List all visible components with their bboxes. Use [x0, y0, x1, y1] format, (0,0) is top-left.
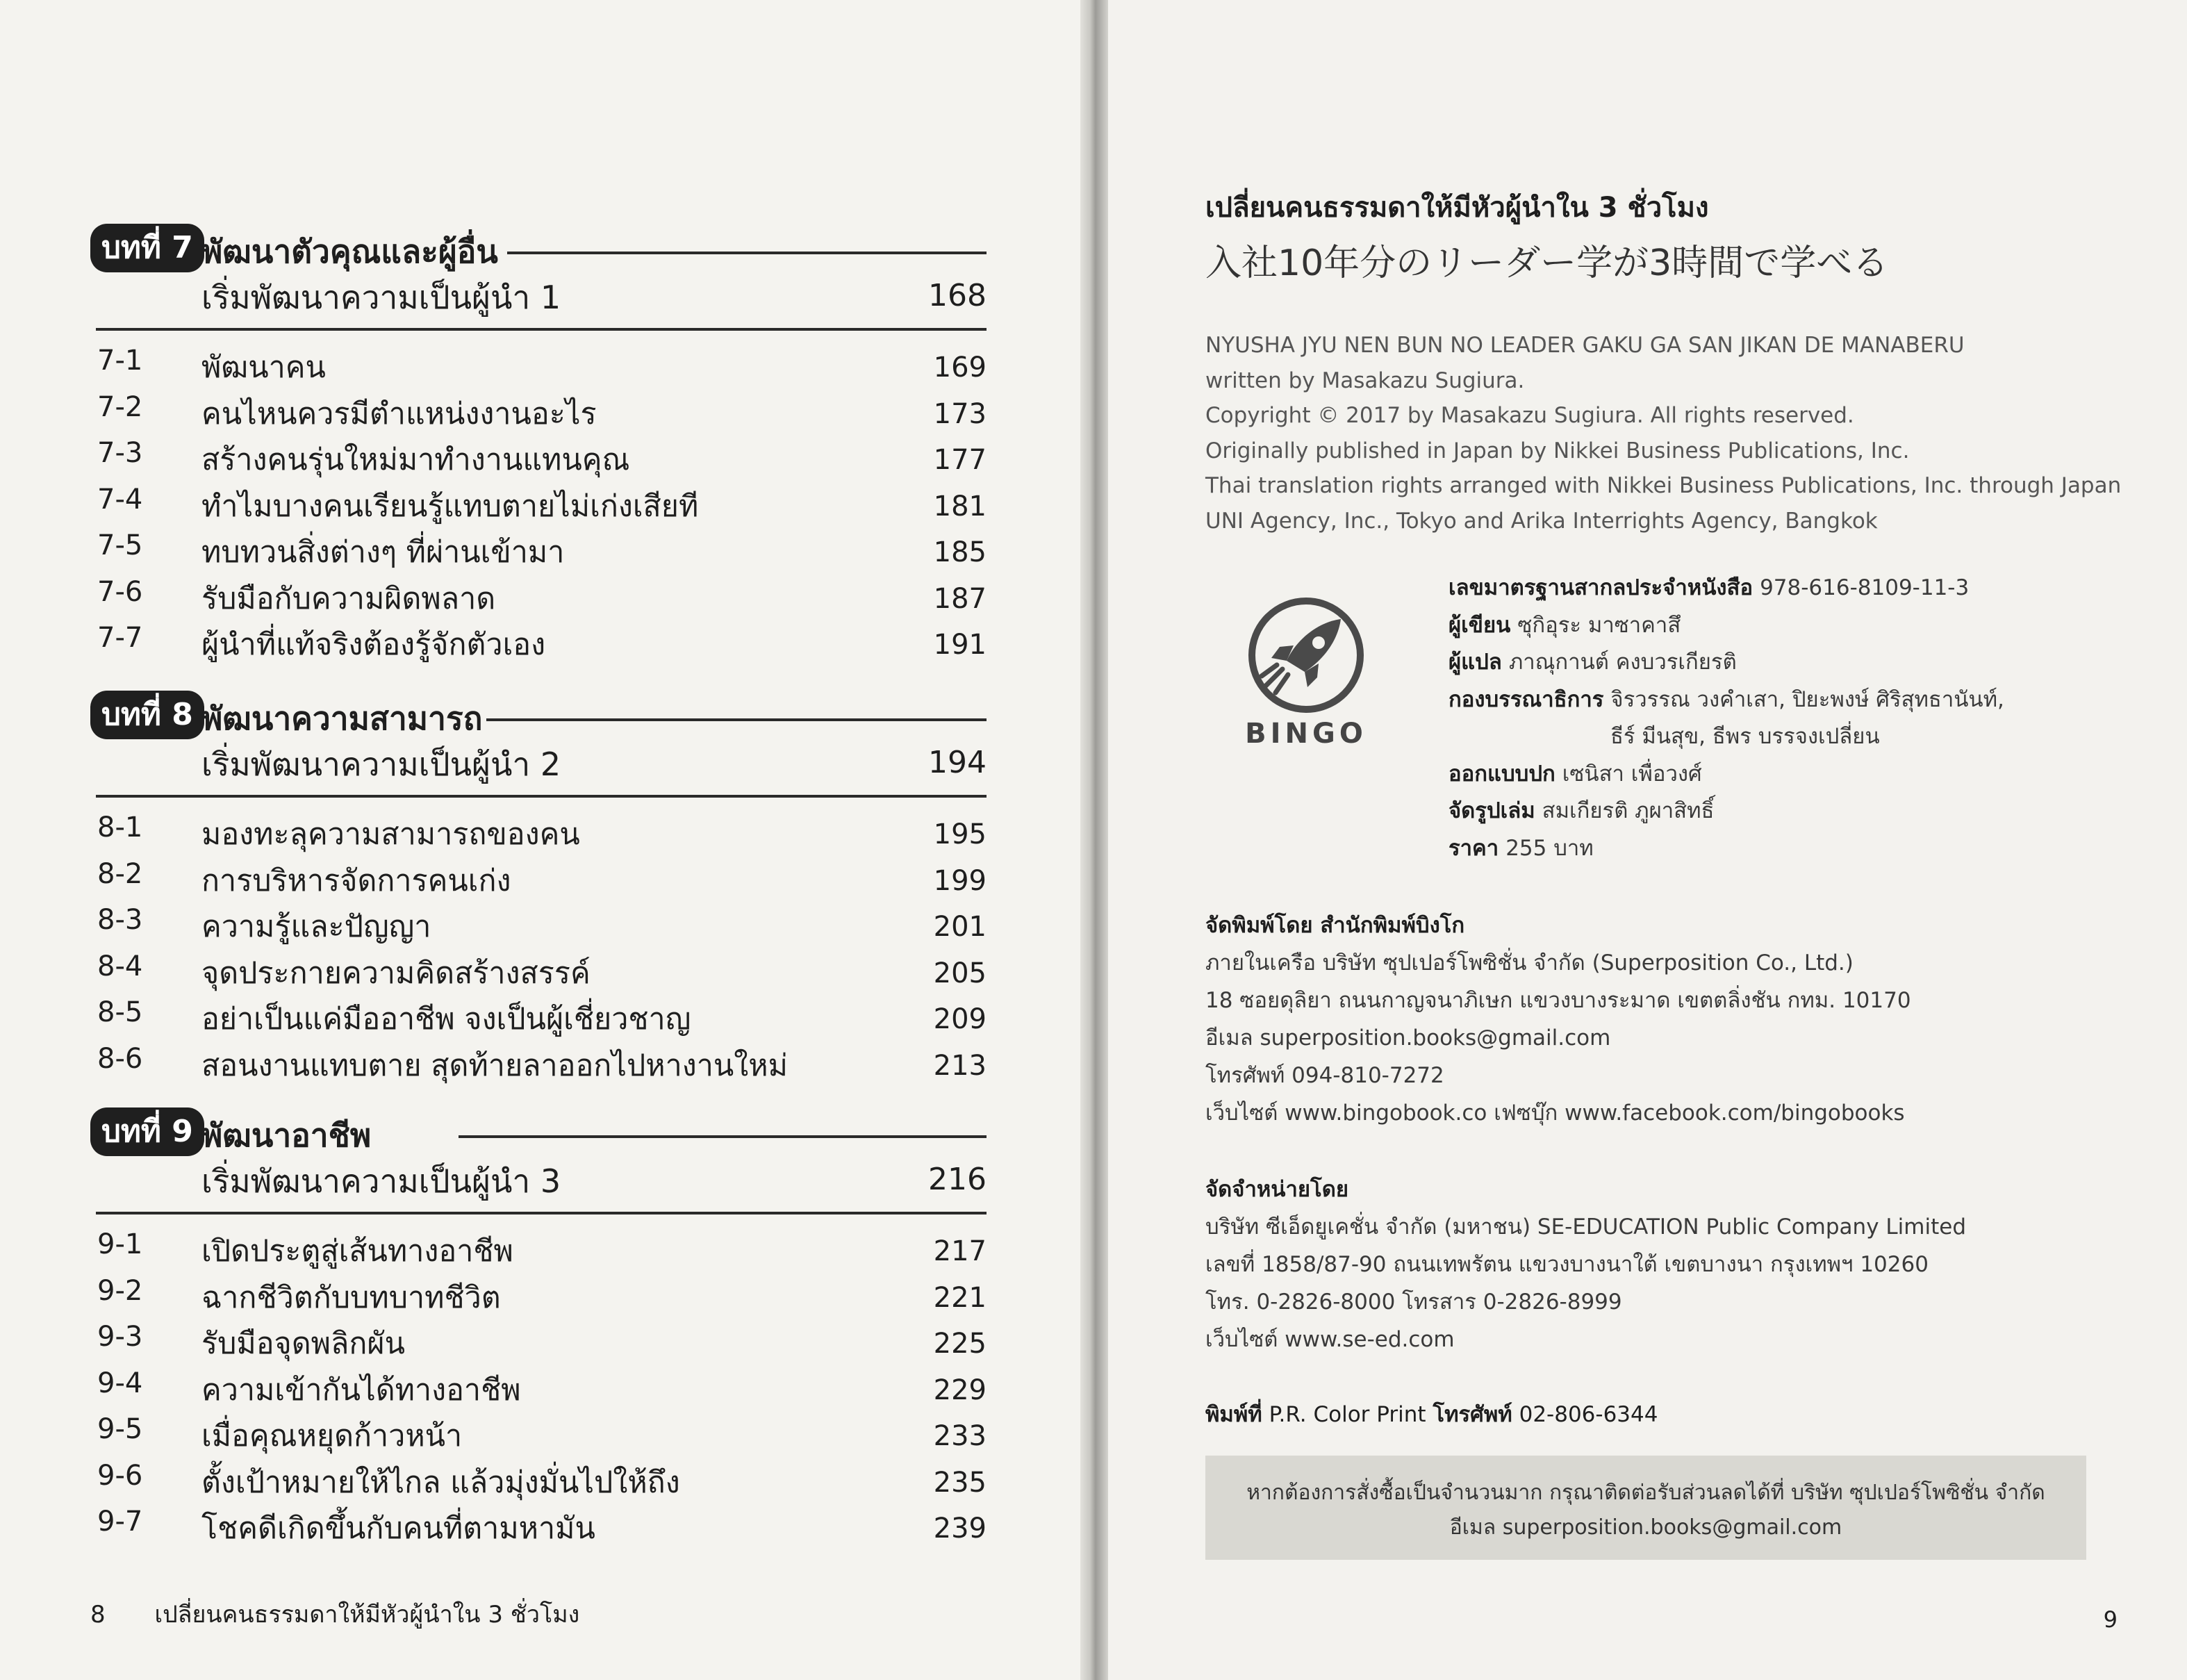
toc-page: 239 — [933, 1513, 987, 1545]
toc-title: คนไหนควรมีตำแหน่งงานอะไร — [201, 396, 597, 431]
distributor-website: เว็บไซต์ www.se-ed.com — [1205, 1327, 1455, 1352]
layout-line — [1449, 793, 2004, 830]
editors-line — [1449, 682, 2004, 719]
distributor-block — [1205, 1171, 1966, 1358]
toc-title: ฉากชีวิตกับบทบาทชีวิต — [201, 1280, 501, 1315]
toc-number: 7-3 — [97, 437, 143, 469]
translator-label: ผู้แปล — [1449, 650, 1502, 675]
toc-number: 9-6 — [97, 1459, 143, 1492]
toc-item[interactable] — [97, 1503, 987, 1549]
toc-item[interactable] — [97, 619, 987, 666]
toc-page: 199 — [933, 864, 987, 897]
toc-item[interactable] — [97, 1226, 987, 1272]
distributor-name: บริษัท ซีเอ็ดยูเคชั่น จำกัด (มหาชน) SE-EDUCATION Public Company Limited — [1205, 1214, 1966, 1240]
translator-value: ภาณุกานต์ คงบวรเกียรติ — [1508, 650, 1737, 675]
toc-title: ความเข้ากันได้ทางอาชีพ — [201, 1372, 521, 1408]
toc-page: 177 — [933, 444, 987, 476]
chapter-header — [90, 1107, 987, 1200]
toc-item[interactable] — [97, 901, 987, 948]
toc-page: 233 — [933, 1420, 987, 1452]
toc-item[interactable] — [97, 1457, 987, 1504]
chapter-page-number: 216 — [928, 1162, 987, 1197]
toc-number: 9-4 — [97, 1367, 143, 1399]
toc-list — [97, 342, 987, 666]
chapter-rule — [96, 795, 987, 798]
chapter-divider — [486, 718, 987, 721]
toc-number: 7-1 — [97, 345, 143, 377]
toc-title: รับมือจุดพลิกผัน — [201, 1326, 406, 1361]
toc-item[interactable] — [97, 1272, 987, 1319]
rocket-icon — [1237, 594, 1376, 719]
chapter-title: พัฒนาอาชีพ — [201, 1117, 372, 1154]
publisher-phone: โทรศัพท์ 094-810-7272 — [1205, 1063, 1444, 1088]
toc-number: 8-5 — [97, 996, 143, 1028]
chapter-title: พัฒนาความสามารถ — [201, 700, 483, 737]
printer-label: พิมพ์ที่ — [1205, 1402, 1262, 1427]
cover-value: เซนิสา เพื่อวงศ์ — [1562, 761, 1702, 787]
toc-number: 9-7 — [97, 1506, 143, 1538]
toc-list — [97, 809, 987, 1086]
toc-page: 225 — [933, 1328, 987, 1360]
chapter-page-number: 194 — [928, 745, 987, 780]
toc-title: ตั้งเป้าหมายให้ไกล แล้วมุ่งมั่นไปให้ถึง — [201, 1465, 680, 1500]
author-label: ผู้เขียน — [1449, 612, 1511, 638]
logo-text: BINGO — [1245, 718, 1367, 750]
toc-page: 169 — [933, 352, 987, 384]
toc-item[interactable] — [97, 809, 987, 855]
toc-page: 221 — [933, 1281, 987, 1314]
toc-title: รับมือกับความผิดพลาด — [201, 581, 496, 616]
toc-page: 205 — [933, 957, 987, 989]
copyright-line: Thai translation rights arranged with Nikkei Business Publications, Inc. through Japan — [1205, 473, 2122, 498]
toc-page: 185 — [933, 536, 987, 568]
author-line — [1449, 607, 2004, 645]
toc-title: สอนงานแทบตาย สุดท้ายลาออกไปหางานใหม่ — [201, 1048, 788, 1083]
chapter-badge: บทที่ 9 — [90, 1107, 204, 1156]
toc-title: มองทะลุความสามารถของคน — [201, 817, 580, 852]
chapter-badge: บทที่ 7 — [90, 224, 204, 272]
page-number: 9 — [2103, 1606, 2118, 1633]
toc-item[interactable] — [97, 994, 987, 1040]
toc-title: พัฒนาคน — [201, 350, 326, 385]
bingo-logo — [1237, 594, 1376, 754]
toc-item[interactable] — [97, 481, 987, 527]
chapter-rule — [96, 328, 987, 331]
toc-page: 187 — [933, 582, 987, 615]
notice-text: หากต้องการสั่งซื้อเป็นจำนวนมาก กรุณาติดต่อรับส่วนลดได้ที่ บริษัท ซุปเปอร์โพซิชั่น จำกัด — [1246, 1481, 2045, 1505]
price-label: ราคา — [1449, 835, 1499, 861]
editors-line-2: ธีร์ มีนสุข, ธีพร บรรจงเปลี่ยน — [1610, 724, 1880, 749]
toc-page: 181 — [933, 490, 987, 522]
chapter-7 — [90, 224, 987, 662]
toc-item[interactable] — [97, 342, 987, 388]
copyright-block — [1205, 328, 2121, 538]
chapter-subtitle: เริ่มพัฒนาความเป็นผู้นำ 3 — [201, 1162, 561, 1200]
copyright-line: Copyright © 2017 by Masakazu Sugiura. All rights reserved. — [1205, 403, 1854, 428]
bulk-order-notice — [1205, 1456, 2086, 1560]
toc-item[interactable] — [97, 1410, 987, 1457]
toc-title: เปิดประตูสู่เส้นทางอาชีพ — [201, 1234, 513, 1269]
toc-item[interactable] — [97, 388, 987, 435]
toc-item[interactable] — [97, 1040, 987, 1087]
toc-title: การบริหารจัดการคนเก่ง — [201, 863, 511, 898]
toc-title: โชคดีเกิดขึ้นกับคนที่ตามหามัน — [201, 1511, 595, 1546]
author-value: ซุกิอุระ มาซาคาสึ — [1517, 612, 1681, 638]
toc-number: 8-4 — [97, 950, 143, 982]
toc-number: 9-3 — [97, 1321, 143, 1353]
toc-number: 8-6 — [97, 1042, 143, 1075]
chapter-rule — [96, 1212, 987, 1214]
toc-item[interactable] — [97, 434, 987, 481]
toc-page: 195 — [933, 818, 987, 850]
toc-number: 7-7 — [97, 622, 143, 654]
toc-title: ทบทวนสิ่งต่างๆ ที่ผ่านเข้ามา — [201, 535, 565, 570]
publisher-website: เว็บไซต์ www.bingobook.co เฟซบุ๊ก www.facebook.com/bingobooks — [1205, 1101, 1905, 1126]
editors-label: กองบรรณาธิการ — [1449, 686, 1604, 712]
chapter-subtitle: เริ่มพัฒนาความเป็นผู้นำ 2 — [201, 746, 561, 783]
toc-title: ทำไมบางคนเรียนรู้แทบตายไม่เก่งเสียที — [201, 488, 699, 524]
toc-item[interactable] — [97, 1318, 987, 1365]
right-page — [1108, 0, 2187, 1680]
chapter-title: พัฒนาตัวคุณและผู้อื่น — [201, 233, 498, 270]
isbn-line — [1449, 570, 2004, 607]
copyright-line: UNI Agency, Inc., Tokyo and Arika Interrights Agency, Bangkok — [1205, 508, 1878, 534]
copyright-line: Originally published in Japan by Nikkei Business Publications, Inc. — [1205, 438, 1910, 463]
chapter-divider — [507, 252, 987, 254]
toc-number: 7-5 — [97, 529, 143, 561]
cover-label: ออกแบบปก — [1449, 761, 1555, 787]
toc-item[interactable] — [97, 855, 987, 902]
isbn-value: 978-616-8109-11-3 — [1760, 575, 1970, 600]
printer-name: P.R. Color Print — [1269, 1402, 1426, 1427]
publisher-block — [1205, 907, 1911, 1132]
copyright-line: NYUSHA JYU NEN BUN NO LEADER GAKU GA SAN JIKAN DE MANABERU — [1205, 333, 1965, 358]
distributor-phone: โทร. 0-2826-8000 โทรสาร 0-2826-8999 — [1205, 1290, 1622, 1315]
chapter-page-number: 168 — [928, 278, 987, 313]
toc-title: ผู้นำที่แท้จริงต้องรู้จักตัวเอง — [201, 627, 546, 662]
credits-block — [1449, 570, 2004, 867]
running-title: เปลี่ยนคนธรรมดาให้มีหัวผู้นำใน 3 ชั่วโมง — [154, 1601, 580, 1629]
notice-email: อีเมล superposition.books@gmail.com — [1449, 1515, 1842, 1540]
cover-line — [1449, 756, 2004, 793]
chapter-8 — [90, 691, 987, 1083]
left-page — [0, 0, 1080, 1680]
copyright-line: written by Masakazu Sugiura. — [1205, 368, 1525, 393]
chapter-9 — [90, 1107, 987, 1546]
printer-phone-label: โทรศัพท์ — [1433, 1402, 1512, 1427]
toc-title: เมื่อคุณหยุดก้าวหน้า — [201, 1419, 463, 1453]
toc-page: 235 — [933, 1466, 987, 1499]
price-line — [1449, 830, 2004, 868]
book-title-japanese: 入社10年分のリーダー学が3時間で学べる — [1205, 242, 1889, 284]
left-page-footer — [90, 1595, 579, 1633]
printer-line — [1205, 1397, 1658, 1431]
toc-title: ความรู้และปัญญา — [201, 909, 431, 944]
toc-page: 217 — [933, 1235, 987, 1267]
page-number: 8 — [90, 1601, 106, 1629]
publisher-line: ภายในเครือ บริษัท ซุปเปอร์โพซิชั่น จำกัด (Superposition Co., Ltd.) — [1205, 950, 1854, 975]
publisher-heading: จัดพิมพ์โดย สำนักพิมพ์บิงโก — [1205, 913, 1465, 938]
toc-item[interactable] — [97, 1365, 987, 1411]
chapter-subtitle: เริ่มพัฒนาความเป็นผู้นำ 1 — [201, 279, 561, 316]
toc-title: จุดประกายความคิดสร้างสรรค์ — [201, 955, 591, 991]
toc-number: 7-4 — [97, 483, 143, 516]
toc-item[interactable] — [97, 573, 987, 620]
toc-item[interactable] — [97, 948, 987, 994]
toc-number: 8-2 — [97, 857, 143, 890]
editors-value: จิรวรรณ วงคำเสา, ปิยะพงษ์ ศิริสุทธานันท์, — [1610, 686, 2004, 712]
toc-page: 213 — [933, 1049, 987, 1082]
isbn-label: เลขมาตรฐานสากลประจำหนังสือ — [1449, 575, 1753, 600]
distributor-address: เลขที่ 1858/87-90 ถนนเทพรัตน แขวงบางนาใต้ เขตบางนา กรุงเทพฯ 10260 — [1205, 1252, 1929, 1277]
translator-line — [1449, 644, 2004, 682]
toc-number: 8-3 — [97, 904, 143, 936]
toc-title: สร้างคนรุ่นใหม่มาทำงานแทนคุณ — [201, 443, 630, 477]
toc-number: 9-2 — [97, 1274, 143, 1307]
toc-number: 9-5 — [97, 1413, 143, 1445]
chapter-header — [90, 224, 987, 316]
toc-number: 7-2 — [97, 390, 143, 423]
distributor-heading: จัดจำหน่ายโดย — [1205, 1177, 1349, 1202]
toc-item[interactable] — [97, 527, 987, 573]
toc-page: 229 — [933, 1374, 987, 1406]
toc-page: 173 — [933, 397, 987, 430]
price-value: 255 บาท — [1505, 835, 1594, 861]
layout-value: สมเกียรติ ภูผาสิทธิ์ — [1542, 798, 1715, 823]
toc-page: 191 — [933, 629, 987, 661]
toc-number: 9-1 — [97, 1228, 143, 1260]
toc-number: 7-6 — [97, 575, 143, 608]
publisher-address: 18 ซอยดุลิยา ถนนกาญจนาภิเษก แขวงบางระมาด เขตตลิ่งชัน กทม. 10170 — [1205, 988, 1911, 1013]
publisher-email: อีเมล superposition.books@gmail.com — [1205, 1026, 1611, 1051]
toc-title: อย่าเป็นแค่มืออาชีพ จงเป็นผู้เชี่ยวชาญ — [201, 1002, 691, 1037]
printer-phone: 02-806-6344 — [1519, 1402, 1658, 1427]
chapter-divider — [459, 1135, 987, 1138]
toc-number: 8-1 — [97, 812, 143, 843]
layout-label: จัดรูปเล่ม — [1449, 798, 1535, 823]
toc-page: 201 — [933, 911, 987, 943]
toc-page: 209 — [933, 1003, 987, 1035]
book-title-thai: เปลี่ยนคนธรรมดาให้มีหัวผู้นำใน 3 ชั่วโมง — [1205, 192, 1709, 224]
chapter-badge: บทที่ 8 — [90, 691, 204, 739]
book-gutter — [1080, 0, 1108, 1680]
chapter-header — [90, 691, 987, 783]
toc-list — [97, 1226, 987, 1549]
